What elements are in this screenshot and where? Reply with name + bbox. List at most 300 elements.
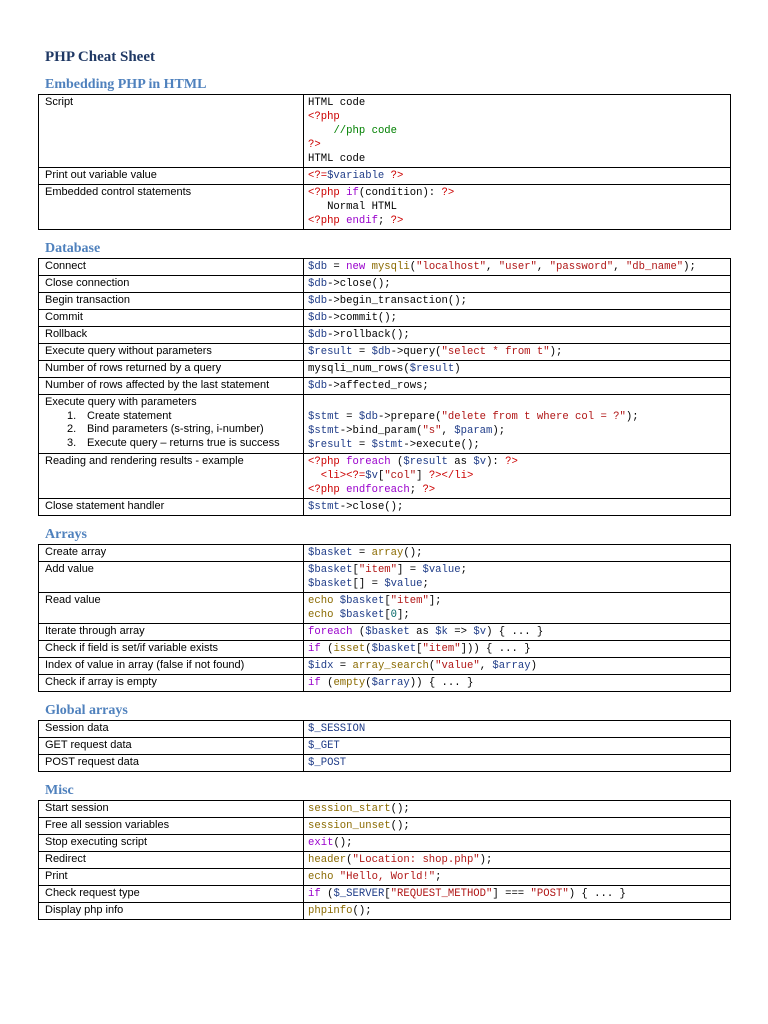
page-title: PHP Cheat Sheet: [45, 49, 155, 65]
row-label-text: Display php info: [45, 904, 124, 916]
code-token: $array: [492, 660, 531, 672]
row-code: [304, 869, 731, 886]
row-code: [304, 562, 731, 593]
code-line: [308, 138, 730, 152]
code-token: ,: [613, 261, 626, 273]
code-token: [308, 397, 314, 409]
code-token: ();: [390, 820, 410, 832]
row-code: [304, 886, 731, 903]
code-token: ;: [435, 871, 442, 883]
code-token: <?php: [308, 111, 340, 123]
code-token: header: [308, 854, 347, 866]
code-token: ])) { ... }: [460, 643, 531, 655]
code-token: =>: [447, 626, 474, 638]
code-line: [308, 904, 730, 918]
code-token: foreach: [308, 626, 353, 638]
row-code: [304, 499, 731, 516]
table-row: [39, 259, 731, 276]
code-token: "user": [498, 261, 537, 273]
table-row: [39, 641, 731, 658]
code-line: [308, 853, 730, 867]
code-line: [308, 836, 730, 850]
row-code: [304, 454, 731, 499]
code-token: if: [308, 888, 321, 900]
code-line: [308, 659, 730, 673]
table-row: [39, 361, 731, 378]
row-label: [39, 818, 304, 835]
code-line: [308, 328, 730, 342]
row-label: [39, 869, 304, 886]
code-token: $_GET: [308, 740, 340, 752]
code-line: [308, 214, 730, 228]
row-label: [39, 395, 304, 454]
row-code: [304, 818, 731, 835]
table-row: [39, 852, 731, 869]
code-token: ?>: [422, 484, 436, 496]
row-label: [39, 454, 304, 499]
code-line: [308, 186, 730, 200]
code-token: [: [352, 564, 359, 576]
code-token: ->execute();: [403, 439, 480, 451]
code-token: (: [320, 677, 334, 689]
code-token: "item": [422, 643, 461, 655]
table-row: [39, 310, 731, 327]
step-text: Execute query – returns true is success: [87, 436, 280, 449]
table-row: [39, 886, 731, 903]
code-line: [308, 169, 730, 183]
code-token: ?>: [390, 215, 404, 227]
sections-container: [38, 76, 731, 920]
row-code: [304, 95, 731, 168]
table-row: [39, 344, 731, 361]
row-code: [304, 293, 731, 310]
table-row: [39, 327, 731, 344]
row-code: [304, 310, 731, 327]
code-line: [308, 124, 730, 138]
code-line: [308, 802, 730, 816]
code-token: mysqli: [371, 261, 410, 273]
row-label-text: Print: [45, 870, 68, 882]
code-token: <li><?=: [320, 470, 366, 482]
code-token: $result: [308, 439, 353, 451]
row-label-text: Read value: [45, 594, 101, 606]
code-token: $k: [435, 626, 448, 638]
code-token: ] =: [397, 564, 423, 576]
code-token: ->begin_transaction();: [327, 295, 467, 307]
row-label-text: Free all session variables: [45, 819, 170, 831]
row-code: [304, 327, 731, 344]
code-token: "value": [435, 660, 480, 672]
step-item: [45, 437, 303, 451]
code-line: [308, 410, 730, 424]
row-label: [39, 168, 304, 185]
row-code: [304, 903, 731, 920]
code-line: [308, 424, 730, 438]
row-label: [39, 801, 304, 818]
code-line: [308, 438, 730, 452]
code-token: ;: [422, 578, 429, 590]
row-label-text: Commit: [45, 311, 83, 323]
code-token: ();: [390, 803, 410, 815]
code-token: <?=: [308, 170, 328, 182]
code-token: ] ===: [492, 888, 531, 900]
code-token: ?></li>: [428, 470, 474, 482]
row-label: [39, 641, 304, 658]
table-row: [39, 168, 731, 185]
row-code: [304, 395, 731, 454]
code-token: ];: [428, 595, 442, 607]
table-row: [39, 276, 731, 293]
code-token: ;: [460, 564, 467, 576]
row-code: [304, 721, 731, 738]
code-token: ?>: [441, 187, 455, 199]
code-token: =: [352, 439, 372, 451]
code-token: [: [384, 888, 391, 900]
code-token: $idx: [308, 660, 334, 672]
row-label-text: Index of value in array (false if not found): [45, 659, 245, 671]
code-line: [308, 642, 730, 656]
row-label: [39, 886, 304, 903]
code-token: <?php: [308, 484, 347, 496]
code-token: if: [308, 677, 321, 689]
row-code: [304, 344, 731, 361]
row-code: [304, 801, 731, 818]
code-token: ();: [333, 837, 353, 849]
code-line: [308, 200, 730, 214]
code-token: ]: [416, 470, 429, 482]
row-code: [304, 641, 731, 658]
code-line: [308, 577, 730, 591]
row-label-text: Iterate through array: [45, 625, 145, 637]
code-token: ->query(: [390, 346, 442, 358]
row-code: [304, 378, 731, 395]
code-token: $basket: [308, 564, 353, 576]
row-label-text: Execute query without parameters: [45, 345, 212, 357]
code-token: $db: [358, 411, 378, 423]
table-row: [39, 624, 731, 641]
row-label-text: Number of rows affected by the last statement: [45, 379, 270, 391]
code-line: [308, 483, 730, 497]
row-label-text: Execute query with parameters: [45, 396, 197, 408]
code-token: );: [683, 261, 696, 273]
row-label-text: Start session: [45, 802, 109, 814]
row-code: [304, 755, 731, 772]
table-row: [39, 293, 731, 310]
table-row: [39, 185, 731, 230]
code-token: "password": [549, 261, 614, 273]
step-text: Bind parameters (s-string, i-number): [87, 423, 264, 435]
code-token: "s": [422, 425, 442, 437]
code-token: ?>: [505, 456, 518, 468]
table-row: [39, 835, 731, 852]
table-row: [39, 738, 731, 755]
code-token: <?php: [308, 215, 347, 227]
row-label-text: Stop executing script: [45, 836, 148, 848]
row-label-text: Session data: [45, 722, 109, 734]
code-token: "Hello, World!": [339, 871, 436, 883]
code-token: ):: [486, 456, 506, 468]
code-token: $_SERVER: [333, 888, 385, 900]
row-label: [39, 738, 304, 755]
row-label-text: Redirect: [45, 853, 86, 865]
code-token: 0: [390, 609, 398, 621]
row-label: [39, 624, 304, 641]
row-code: [304, 361, 731, 378]
code-token: echo: [308, 871, 340, 883]
table-row: [39, 755, 731, 772]
table-row: [39, 499, 731, 516]
code-token: (: [390, 456, 404, 468]
row-label: [39, 852, 304, 869]
code-token: $result: [308, 346, 353, 358]
code-token: Normal HTML: [308, 201, 398, 213]
code-token: =: [339, 411, 359, 423]
step-number: 1.: [67, 409, 77, 422]
code-token: [: [416, 643, 423, 655]
code-line: [308, 546, 730, 560]
code-token: ();: [403, 547, 423, 559]
code-token: HTML code: [308, 153, 366, 165]
code-line: [308, 379, 730, 393]
code-token: endforeach: [346, 484, 410, 496]
code-line: [308, 676, 730, 690]
code-token: echo: [308, 595, 340, 607]
row-label-text: Begin transaction: [45, 294, 130, 306]
step-number: 2.: [67, 423, 77, 435]
code-token: );: [625, 411, 639, 423]
row-label: [39, 276, 304, 293]
table-row: [39, 675, 731, 692]
row-label: [39, 755, 304, 772]
code-token: echo: [308, 609, 340, 621]
code-token: ): [454, 363, 461, 375]
code-line: [308, 563, 730, 577]
code-token: $value: [384, 578, 423, 590]
code-token: [: [377, 470, 385, 482]
row-label-text: Close connection: [45, 277, 130, 289]
table-row: [39, 903, 731, 920]
code-token: ) { ... }: [568, 888, 626, 900]
row-label: [39, 721, 304, 738]
code-token: ];: [397, 609, 410, 621]
code-token: ->bind_param(: [339, 425, 423, 437]
row-label-text: Check if field is set/if variable exists: [45, 642, 219, 654]
code-token: [308, 125, 333, 137]
misc-heading: Misc: [45, 783, 74, 798]
code-token: [308, 470, 321, 482]
code-token: phpinfo: [308, 905, 353, 917]
row-label-text: Check request type: [45, 887, 140, 899]
table-row: [39, 801, 731, 818]
code-token: $stmt: [308, 501, 340, 513]
table-row: [39, 562, 731, 593]
row-label-text: Create array: [45, 546, 107, 558]
code-token: $basket: [371, 643, 417, 655]
row-label-text: Number of rows returned by a query: [45, 362, 222, 374]
database-table: [38, 258, 731, 516]
code-token: (condition):: [358, 187, 442, 199]
code-token: (: [346, 854, 353, 866]
code-token: $basket: [308, 578, 353, 590]
row-label: [39, 499, 304, 516]
code-token: ->prepare(: [377, 411, 442, 423]
code-token: $db: [308, 295, 328, 307]
code-line: [308, 625, 730, 639]
code-token: $_POST: [308, 757, 347, 769]
code-token: (: [352, 626, 366, 638]
code-token: (: [365, 643, 372, 655]
row-code: [304, 658, 731, 675]
code-token: (: [409, 261, 417, 273]
code-token: =: [352, 547, 372, 559]
code-token: if: [308, 643, 321, 655]
row-code: [304, 545, 731, 562]
code-token: =: [352, 346, 372, 358]
code-token: $basket: [339, 595, 385, 607]
code-token: (: [365, 677, 372, 689]
misc-table: [38, 800, 731, 920]
code-token: "col": [384, 470, 417, 482]
code-token: ;: [409, 484, 423, 496]
code-token: ?>: [390, 170, 404, 182]
code-token: array_search: [352, 660, 429, 672]
code-token: "item": [358, 564, 398, 576]
code-token: $v: [473, 456, 487, 468]
code-line: [308, 396, 730, 410]
code-line: [308, 294, 730, 308]
code-token: $basket: [308, 547, 353, 559]
step-item: [45, 410, 303, 424]
code-line: [308, 500, 730, 514]
code-line: [308, 870, 730, 884]
code-token: foreach: [346, 456, 391, 468]
code-token: ->rollback();: [327, 329, 410, 341]
code-token: "localhost": [416, 261, 487, 273]
row-label: [39, 327, 304, 344]
code-line: [308, 739, 730, 753]
code-token: ->commit();: [327, 312, 398, 324]
code-token: as: [447, 456, 474, 468]
row-label: [39, 259, 304, 276]
code-token: $stmt: [371, 439, 404, 451]
code-token: =: [333, 660, 353, 672]
global-arrays-heading: Global arrays: [45, 703, 128, 718]
row-label: [39, 675, 304, 692]
code-token: $v: [365, 470, 378, 482]
code-token: "db_name": [625, 261, 684, 273]
table-row: [39, 454, 731, 499]
code-token: $db: [308, 329, 328, 341]
table-row: [39, 378, 731, 395]
code-token: $db: [308, 261, 328, 273]
table-row: [39, 721, 731, 738]
table-row: [39, 95, 731, 168]
step-item: [45, 423, 303, 437]
code-token: $db: [308, 312, 328, 324]
step-number: 3.: [67, 436, 77, 449]
code-line: [308, 887, 730, 901]
code-token: ->affected_rows;: [327, 380, 429, 392]
code-token: );: [492, 425, 506, 437]
row-code: [304, 835, 731, 852]
embedding-table: [38, 94, 731, 230]
code-token: );: [479, 854, 493, 866]
row-label: [39, 835, 304, 852]
code-token: ?>: [308, 139, 321, 151]
code-line: [308, 819, 730, 833]
embedding-heading: Embedding PHP in HTML: [45, 77, 207, 92]
code-token: $db: [308, 278, 328, 290]
code-line: [308, 311, 730, 325]
code-token: $basket: [339, 609, 385, 621]
row-code: [304, 593, 731, 624]
code-token: $_SESSION: [308, 723, 366, 735]
row-label: [39, 293, 304, 310]
row-label: [39, 903, 304, 920]
code-token: exit: [308, 837, 334, 849]
row-label-text: Rollback: [45, 328, 88, 340]
code-token: )) { ... }: [409, 677, 474, 689]
code-line: [308, 110, 730, 124]
code-token: ->close();: [339, 501, 404, 513]
row-label: [39, 310, 304, 327]
row-code: [304, 168, 731, 185]
global-arrays-table: [38, 720, 731, 772]
code-token: =: [327, 261, 347, 273]
code-token: ,: [486, 261, 499, 273]
code-token: as: [409, 626, 436, 638]
row-label-text: Embedded control statements: [45, 186, 192, 198]
table-row: [39, 395, 731, 454]
row-label: [39, 344, 304, 361]
code-token: $db: [371, 346, 391, 358]
code-token: ,: [479, 660, 493, 672]
code-token: $v: [473, 626, 487, 638]
row-label-text: Close statement handler: [45, 500, 165, 512]
row-label-text: Check if array is empty: [45, 676, 157, 688]
table-row: [39, 593, 731, 624]
row-label-text: GET request data: [45, 739, 132, 751]
row-label-text: Connect: [45, 260, 86, 272]
code-token: <?php: [308, 456, 347, 468]
code-line: [308, 96, 730, 110]
code-line: [308, 345, 730, 359]
code-token: mysqli_num_rows(: [308, 363, 410, 375]
code-line: [308, 152, 730, 166]
code-token: $db: [308, 380, 328, 392]
database-heading: Database: [45, 241, 101, 256]
code-line: [308, 277, 730, 291]
row-label: [39, 658, 304, 675]
code-token: "delete from t where col = ?": [441, 411, 626, 423]
row-label: [39, 545, 304, 562]
code-token: session_start: [308, 803, 391, 815]
code-token: $result: [409, 363, 455, 375]
code-token: $value: [422, 564, 461, 576]
code-token: $basket: [365, 626, 410, 638]
code-token: session_unset: [308, 820, 391, 832]
code-token: ;: [377, 215, 391, 227]
code-line: [308, 455, 730, 469]
row-label-text: POST request data: [45, 756, 139, 768]
code-token: );: [549, 346, 563, 358]
code-line: [308, 260, 730, 274]
code-line: [308, 722, 730, 736]
code-token: "Location: shop.php": [352, 854, 480, 866]
code-token: $stmt: [308, 425, 340, 437]
code-token: ): [530, 660, 537, 672]
code-token: "REQUEST_METHOD": [390, 888, 493, 900]
